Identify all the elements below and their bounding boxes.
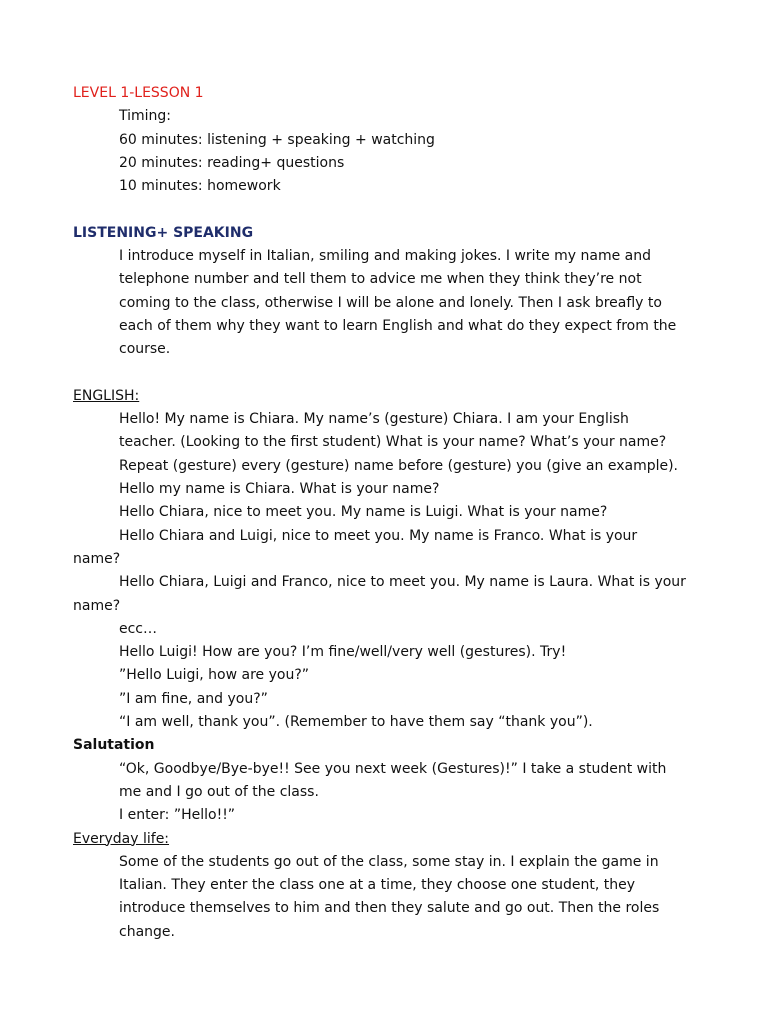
timing-item: 10 minutes: homework <box>119 178 281 195</box>
paragraph-line: I enter: ”Hello!!” <box>119 807 236 824</box>
english-heading: ENGLISH: <box>73 387 140 404</box>
salutation-section <box>73 734 698 827</box>
level-heading: LEVEL 1-LESSON 1 <box>73 85 204 101</box>
paragraph-line: change. <box>119 923 175 940</box>
document-page <box>73 82 698 944</box>
dialogue-line: “I am well, thank you”. (Remember to have them say “thank you”). <box>119 714 593 731</box>
paragraph-line: introduce themselves to him and then they salute and go out. Then the roles <box>119 900 660 917</box>
dialogue-line: Hello Chiara, nice to meet you. My name is Luigi. What is your name? <box>119 504 608 521</box>
dialogue-line: name? <box>73 550 121 567</box>
english-section <box>73 385 698 734</box>
dialogue-line: Hello Chiara and Luigi, nice to meet you. My name is Franco. What is your <box>119 527 638 544</box>
dialogue-line: Hello my name is Chiara. What is your name? <box>119 481 440 498</box>
paragraph-line: “Ok, Goodbye/Bye-bye!! See you next week (Gestures)!” I take a student with <box>119 760 667 777</box>
dialogue-line: Hello! My name is Chiara. My name’s (gesture) Chiara. I am your English <box>119 411 629 428</box>
timing-item: 20 minutes: reading+ questions <box>119 154 345 171</box>
listening-speaking-heading: LISTENING+ SPEAKING <box>73 224 254 241</box>
paragraph-line: course. <box>119 341 171 358</box>
dialogue-line: name? <box>73 597 121 614</box>
dialogue-line: ecc… <box>119 620 158 637</box>
listening-speaking-section <box>73 222 698 362</box>
everyday-life-heading: Everyday life: <box>73 830 170 847</box>
paragraph-line: telephone number and tell them to advice me when they think they’re not <box>119 271 642 288</box>
paragraph-line: each of them why they want to learn English and what do they expect from the <box>119 317 677 334</box>
everyday-life-section <box>73 828 698 944</box>
dialogue-line: Repeat (gesture) every (gesture) name before (gesture) you (give an example). <box>119 457 679 474</box>
dialogue-line: Hello Luigi! How are you? I’m fine/well/very well (gestures). Try! <box>119 644 567 661</box>
dialogue-line: teacher. (Looking to the first student) What is your name? What’s your name? <box>119 434 667 451</box>
paragraph-line: me and I go out of the class. <box>119 783 319 800</box>
dialogue-line: Hello Chiara, Luigi and Franco, nice to meet you. My name is Laura. What is your <box>119 574 686 591</box>
timing-section <box>73 105 698 198</box>
spacer <box>73 198 698 221</box>
spacer <box>73 362 698 385</box>
salutation-heading: Salutation <box>73 737 155 754</box>
paragraph-line: I introduce myself in Italian, smiling and making jokes. I write my name and <box>119 248 651 265</box>
paragraph-line: Italian. They enter the class one at a time, they choose one student, they <box>119 877 636 894</box>
timing-item: 60 minutes: listening + speaking + watching <box>119 131 435 148</box>
english-dialogue <box>73 408 698 734</box>
timing-label: Timing: <box>119 108 172 125</box>
paragraph-line: Some of the students go out of the class, some stay in. I explain the game in <box>119 853 659 870</box>
paragraph-line: coming to the class, otherwise I will be alone and lonely. Then I ask breafly to <box>119 294 662 311</box>
dialogue-line: ”I am fine, and you?” <box>119 690 268 707</box>
dialogue-line: ”Hello Luigi, how are you?” <box>119 667 310 684</box>
